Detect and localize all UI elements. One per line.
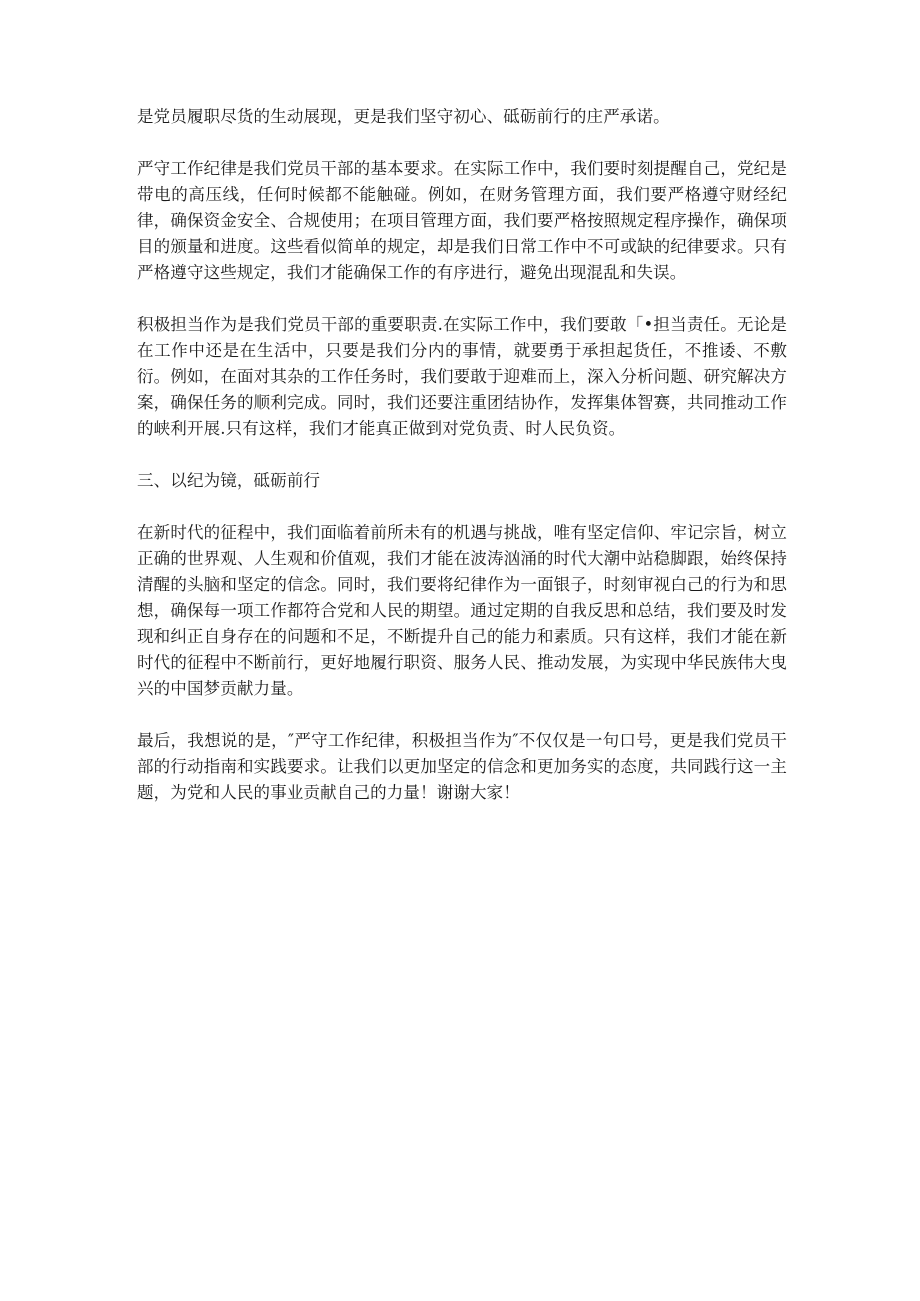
paragraph-new-era: 在新时代的征程中，我们面临着前所未有的机遇与挑战，唯有坚定信仰、牢记宗旨，树立正确的世界观、人生观和价值观，我们才能在波涛汹涌的时代大潮中站稳脚跟，始终保持清醒的头脑和坚定的信念。同时，我们要将纪律作为一面银子，时刻审视白己的行为和思想，确保每一项工作都符合党和人民的期望。通过定期的自我反思和总结，我们要及时发现和纠正自身存在的问题和不足，不断提升自己的能力和素质。只有这样，我们才能在新时代的征程中不断前行，更好地履行职资、服务人民、推动发展，为实现中华民族伟大曳兴的中国梦贡献力量。	[137, 523, 787, 698]
document-body	[137, 104, 787, 832]
section-heading-3: 三、以纪为镜，砥砺前行	[137, 471, 321, 490]
paragraph-discipline: 严守工作纪律是我们党员干部的基本要求。在实际工作中，我们要时刻提醒自己，党纪是带电的高压线，任何时候都不能触碰。例如，在财务管理方面，我们要严格遵守财经纪律，确保资金安全、合规使用；在项目管理方面，我们要严格按照规定程序操作，确保项目的颁量和进度。这些看似简单的规定，却是我们日常工作中不可或缺的纪律要求。只有严格遵守这些规定，我们才能确保工作的有序进行，避免出现混乱和失误。	[137, 159, 787, 282]
paragraph-intro-continuation: 是党员履职尽货的生动展现，更是我们坚守初心、砥砺前行的庄严承诺。	[137, 107, 670, 126]
paragraph-responsibility: 积极担当作为是我们党员干部的重要职责.在实际工作中，我们要敢「•担当责任。无论是在工作中还是在生活中，只要是我们分内的事情，就要勇于承担起货任，不推诿、不敷衍。例如，在面对其杂的工作任务时，我们要敢于迎难而上，深入分析问题、研究解决方案，确保任务的顺利完成。同时，我们还要注重团结协作，发挥集体智赛，共同推动工作的峡利开展.只有这样，我们才能真正做到对党负责、时人民负资。	[137, 315, 787, 438]
paragraph-closing: 最后，我想说的是，″严守工作纪律，积极担当作为″不仅仅是一句口号，更是我们党员干部的行动指南和实践要求。让我们以更加坚定的信念和更加务实的态度，共同践行这一主题，为党和人民的事业贡献自己的力量！谢谢大家！	[137, 731, 787, 802]
